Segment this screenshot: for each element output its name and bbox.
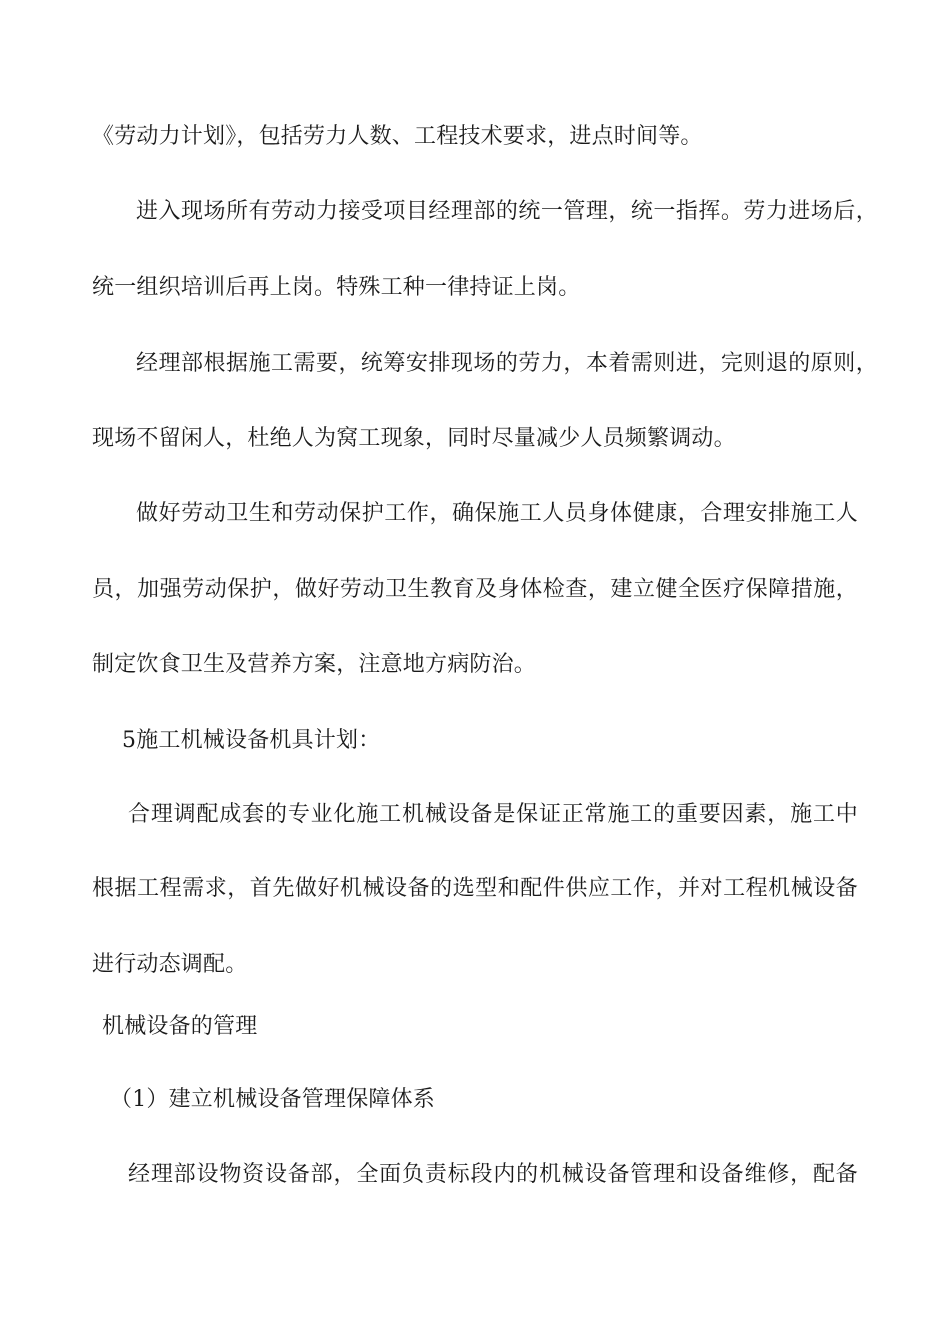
text-line-2: 进入现场所有劳动力接受项目经理部的统一管理，统一指挥。劳力进场后， <box>136 199 878 224</box>
text-line-5: 现场不留闲人，杜绝人为窝工现象，同时尽量减少人员频繁调动。 <box>92 426 736 451</box>
text-line-12: 进行动态调配。 <box>92 952 248 977</box>
numbered-heading-1: （1）建立机械设备管理保障体系 <box>110 1087 435 1112</box>
text-line-10: 合理调配成套的专业化施工机械设备是保证正常施工的重要因素，施工中 <box>128 802 858 827</box>
subsection-heading: 机械设备的管理 <box>102 1014 258 1039</box>
text-line-1: 《劳动力计划》，包括劳力人数、工程技术要求，进点时间等。 <box>92 124 703 149</box>
text-line-7: 员，加强劳动保护，做好劳动卫生教育及身体检查，建立健全医疗保障措施， <box>92 577 858 602</box>
text-line-11: 根据工程需求，首先做好机械设备的选型和配件供应工作，并对工程机械设备 <box>92 876 858 901</box>
text-line-3: 统一组织培训后再上岗。特殊工种一律持证上岗。 <box>92 275 581 300</box>
text-line-15: 经理部设物资设备部，全面负责标段内的机械设备管理和设备维修，配备 <box>128 1162 858 1187</box>
text-line-8: 制定饮食卫生及营养方案，注意地方病防治。 <box>92 652 537 677</box>
text-line-6: 做好劳动卫生和劳动保护工作，确保施工人员身体健康，合理安排施工人 <box>136 501 858 526</box>
section-heading: 5施工机械设备机具计划： <box>122 728 381 753</box>
text-line-4: 经理部根据施工需要，统筹安排现场的劳力，本着需则进，完则退的原则， <box>136 351 878 376</box>
